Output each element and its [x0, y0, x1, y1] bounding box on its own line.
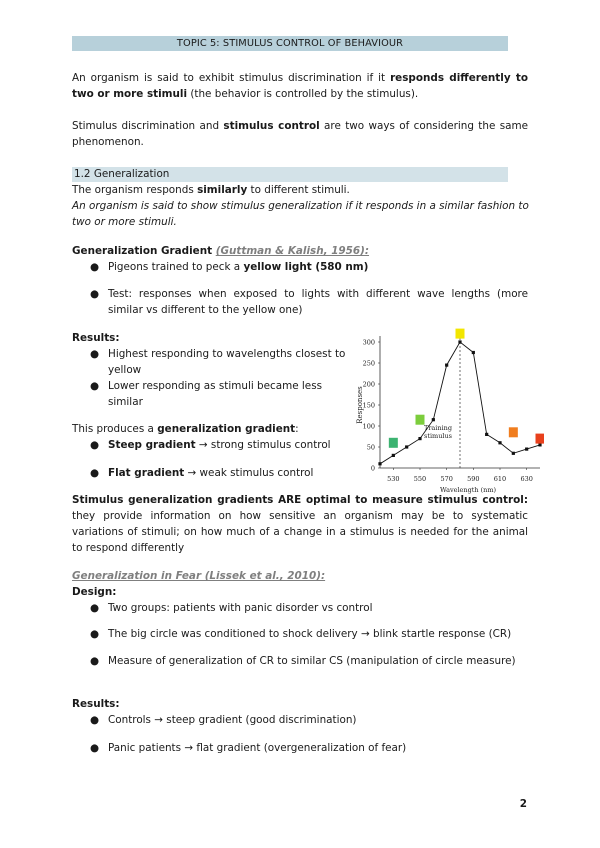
data-point [458, 340, 461, 343]
x-tick-label: 550 [413, 475, 427, 483]
y-tick-label: 50 [366, 443, 375, 452]
bullet-icon: ● [90, 288, 100, 300]
stimulus-color-swatch [509, 427, 518, 437]
generalization-gradient-chart [344, 320, 544, 502]
produces-line: This produces a generalization gradient: [72, 423, 299, 435]
x-axis-label: Wavelength (nm) [439, 486, 497, 494]
fear-results-bullet-2: Panic patients → flat gradient (overgeneralization of fear) [108, 742, 407, 754]
y-tick-label: 200 [362, 380, 375, 389]
y-tick-label: 250 [362, 359, 375, 368]
data-point [498, 441, 501, 444]
x-tick-label: 530 [387, 475, 400, 483]
intro-paragraph-1: An organism is said to exhibit stimulus discrimination if it responds differently to two or more stimuli (the behavior is controlled by the stimulus). [72, 72, 528, 100]
optimal-paragraph: Stimulus generalization gradients ARE optimal to measure stimulus control: they provide information on how sensitive an organism may be to systematic variations of stimuli; on how much of a change in a stimulus is needed for the animal to respond differently [72, 494, 528, 554]
bullet-icon: ● [90, 439, 100, 451]
bullet-icon: ● [90, 602, 100, 614]
x-tick-label: 610 [493, 475, 507, 483]
data-point [418, 437, 421, 440]
bullet-icon: ● [90, 628, 100, 640]
bullet-icon: ● [90, 261, 100, 273]
data-point [432, 418, 435, 421]
intro-paragraph-2: Stimulus discrimination and stimulus control are two ways of considering the same phenomenon. [72, 120, 528, 148]
data-point [472, 351, 475, 354]
fear-results-bullet-1: Controls → steep gradient (good discrimination) [108, 714, 357, 726]
data-point [378, 462, 381, 465]
x-tick-label: 630 [520, 475, 533, 483]
y-tick-label: 100 [362, 422, 375, 431]
results-heading: Results: [72, 332, 120, 344]
data-point [405, 445, 408, 448]
data-point [392, 454, 395, 457]
gradient-heading: Generalization Gradient (Guttman & Kalish, 1956): [72, 245, 370, 257]
stimulus-color-swatch [416, 415, 425, 425]
y-axis-label: Responses [356, 386, 364, 424]
y-tick-label: 150 [362, 401, 375, 410]
test-bullet: Test: responses when exposed to lights with different wave lengths (more similar vs different to the yellow one) [108, 288, 528, 316]
stimulus-color-swatch [389, 438, 398, 448]
training-stimulus-label: Training [423, 424, 453, 433]
bullet-icon: ● [90, 467, 100, 479]
design-bullet-2: The big circle was conditioned to shock delivery → blink startle response (CR) [108, 628, 512, 640]
section-heading: 1.2 Generalization [72, 167, 508, 182]
y-tick-label: 0 [370, 464, 375, 473]
data-point [485, 433, 488, 436]
bullet-icon: ● [90, 742, 100, 754]
pigeon-bullet: Pigeons trained to peck a yellow light (580 nm) [108, 261, 369, 273]
training-stimulus-label: stimulus [424, 432, 452, 441]
bullet-icon: ● [90, 714, 100, 726]
data-point [445, 364, 448, 367]
data-point [538, 443, 541, 446]
results-bullet-2: Lower responding as stimuli became less similar [108, 380, 323, 408]
x-tick-label: 570 [440, 475, 453, 483]
page-number: 2 [519, 798, 527, 810]
topic-banner: TOPIC 5: STIMULUS CONTROL OF BEHAVIOUR [72, 36, 508, 51]
stimulus-color-swatch [536, 434, 545, 444]
y-tick-label: 300 [362, 338, 375, 347]
data-point [512, 452, 515, 455]
design-heading: Design: [72, 586, 117, 598]
design-bullet-1: Two groups: patients with panic disorder vs control [108, 602, 373, 614]
stimulus-color-swatch [456, 329, 465, 339]
bullet-icon: ● [90, 655, 100, 667]
results-bullet-1: Highest responding to wavelengths closest to yellow [108, 348, 346, 376]
steep-gradient-bullet: Steep gradient → strong stimulus control [108, 439, 331, 451]
fear-results-heading: Results: [72, 698, 120, 710]
data-point [525, 448, 528, 451]
bullet-icon: ● [90, 380, 100, 392]
generalization-definition: The organism responds similarly to different stimuli. [72, 184, 350, 196]
fear-heading: Generalization in Fear (Lissek et al., 2010): [72, 570, 326, 582]
bullet-icon: ● [90, 348, 100, 360]
generalization-italic-definition: An organism is said to show stimulus generalization if it responds in a similar fashion to two or more stimuli. [72, 200, 529, 228]
x-tick-label: 590 [467, 475, 480, 483]
design-bullet-3: Measure of generalization of CR to similar CS (manipulation of circle measure) [108, 655, 516, 667]
guttman-citation: (Guttman & Kalish, 1956): [215, 245, 370, 257]
flat-gradient-bullet: Flat gradient → weak stimulus control [108, 467, 314, 479]
